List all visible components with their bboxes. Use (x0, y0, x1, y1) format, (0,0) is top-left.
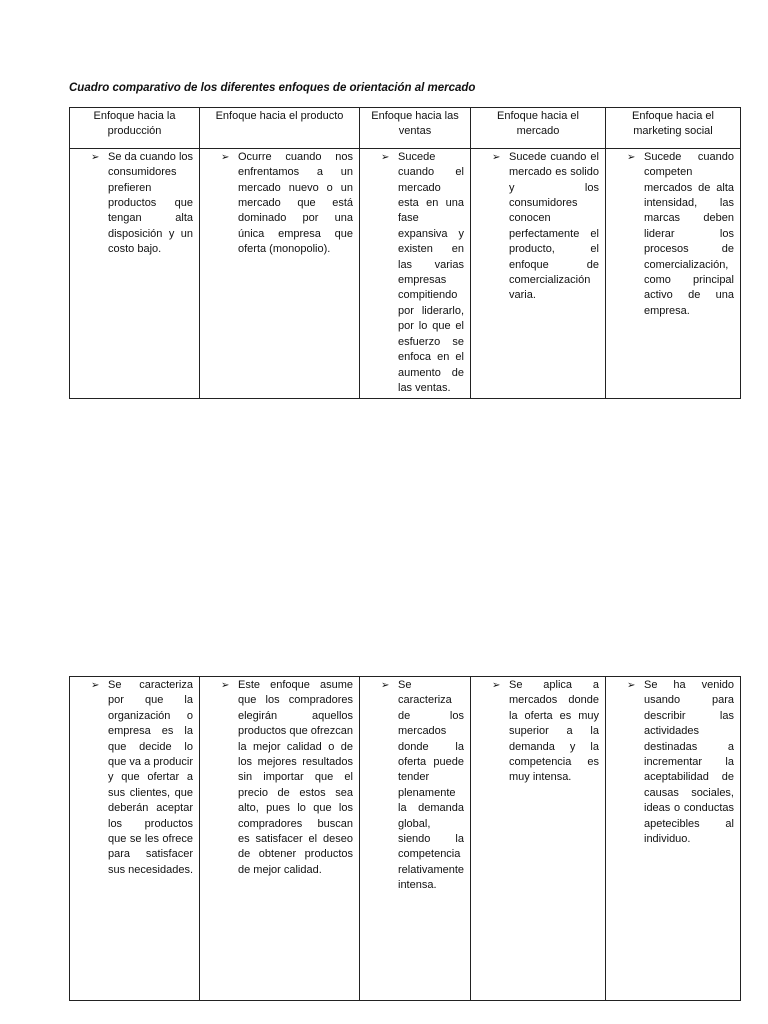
table-header-row (70, 108, 741, 149)
bullet-arrow-icon: ➢ (221, 680, 230, 691)
table-row (70, 677, 741, 1001)
header-ventas: Enfoque hacia las ventas (360, 108, 471, 149)
bullet-arrow-icon: ➢ (381, 680, 390, 691)
bullet-arrow-icon: ➢ (91, 680, 100, 691)
cell-text: Se caracteriza de los mercados donde la oferta puede tender plenamente la demanda global, siendo la competencia relativamente intensa. (398, 679, 465, 892)
table-cell (200, 148, 360, 399)
table-cell (360, 148, 471, 399)
bullet-arrow-icon: ➢ (627, 680, 636, 691)
cell-text: Se aplica a mercados donde la oferta es muy superior a la demanda y la competencia es muy intensa. (509, 679, 599, 784)
table-cell (70, 148, 200, 399)
cell-text: Sucede cuando competen mercados de alta intensidad, las marcas deben liderar los procesos de comercialización, como principal activo de una empresa. (644, 150, 734, 317)
bullet-arrow-icon: ➢ (492, 680, 501, 691)
table-cell (606, 677, 741, 1001)
cell-text: Sucede cuando el mercado esta en una fase expansiva y existen en las varias empresas compitiendo por liderarlo, por lo que el esfuerzo se enfoca en el aumento de las ventas. (398, 150, 464, 394)
table-cell (606, 148, 741, 399)
table-row (70, 148, 741, 399)
cell-text: Se caracteriza por que la organización o empresa es la que decide lo que va a producir y que ofertar a sus clientes, que deberán aceptar los productos que se les ofrece para satisfacer sus necesidades. (108, 679, 193, 876)
header-marketing-social: Enfoque hacia el marketing social (606, 108, 741, 149)
document-title: Cuadro comparativo de los diferentes enfoques de orientación al mercado (69, 82, 476, 94)
bullet-arrow-icon: ➢ (91, 151, 100, 163)
table-cell (70, 677, 200, 1001)
table-cell (471, 148, 606, 399)
header-produccion: Enfoque hacia la producción (70, 108, 200, 149)
bullet-arrow-icon: ➢ (627, 151, 636, 163)
cell-text: Sucede cuando el mercado es solido y los consumidores conocen perfectamente el producto, el enfoque de comercialización varia. (509, 150, 599, 302)
header-producto: Enfoque hacia el producto (200, 108, 360, 149)
bullet-arrow-icon: ➢ (381, 151, 390, 163)
cell-text: Este enfoque asume que los compradores elegirán aquellos productos que ofrezcan la mejor calidad o de los mejores resultados sin importar que el precio de estos sea alto, pues lo que los compradores buscan es satisfacer el deseo de obtener productos de mejor calidad. (238, 679, 353, 876)
table-cell (360, 677, 471, 1001)
header-mercado: Enfoque hacia el mercado (471, 108, 606, 149)
table-cell (200, 677, 360, 1001)
cell-text: Se da cuando los consumidores prefieren productos que tengan alta disposición y un costo bajo. (108, 150, 194, 256)
comparison-table-bottom (69, 676, 741, 1001)
bullet-arrow-icon: ➢ (492, 151, 501, 163)
table-cell (471, 677, 606, 1001)
bullet-arrow-icon: ➢ (221, 151, 230, 163)
comparison-table-top (69, 107, 741, 399)
cell-text: Ocurre cuando nos enfrentamos a un mercado nuevo o un mercado que está dominado por una única empresa que oferta (monopolio). (238, 150, 353, 256)
cell-text: Se ha venido usando para describir las actividades destinadas a incrementar la aceptabilidad de causas sociales, ideas o conductas apetecibles al individuo. (644, 679, 734, 846)
